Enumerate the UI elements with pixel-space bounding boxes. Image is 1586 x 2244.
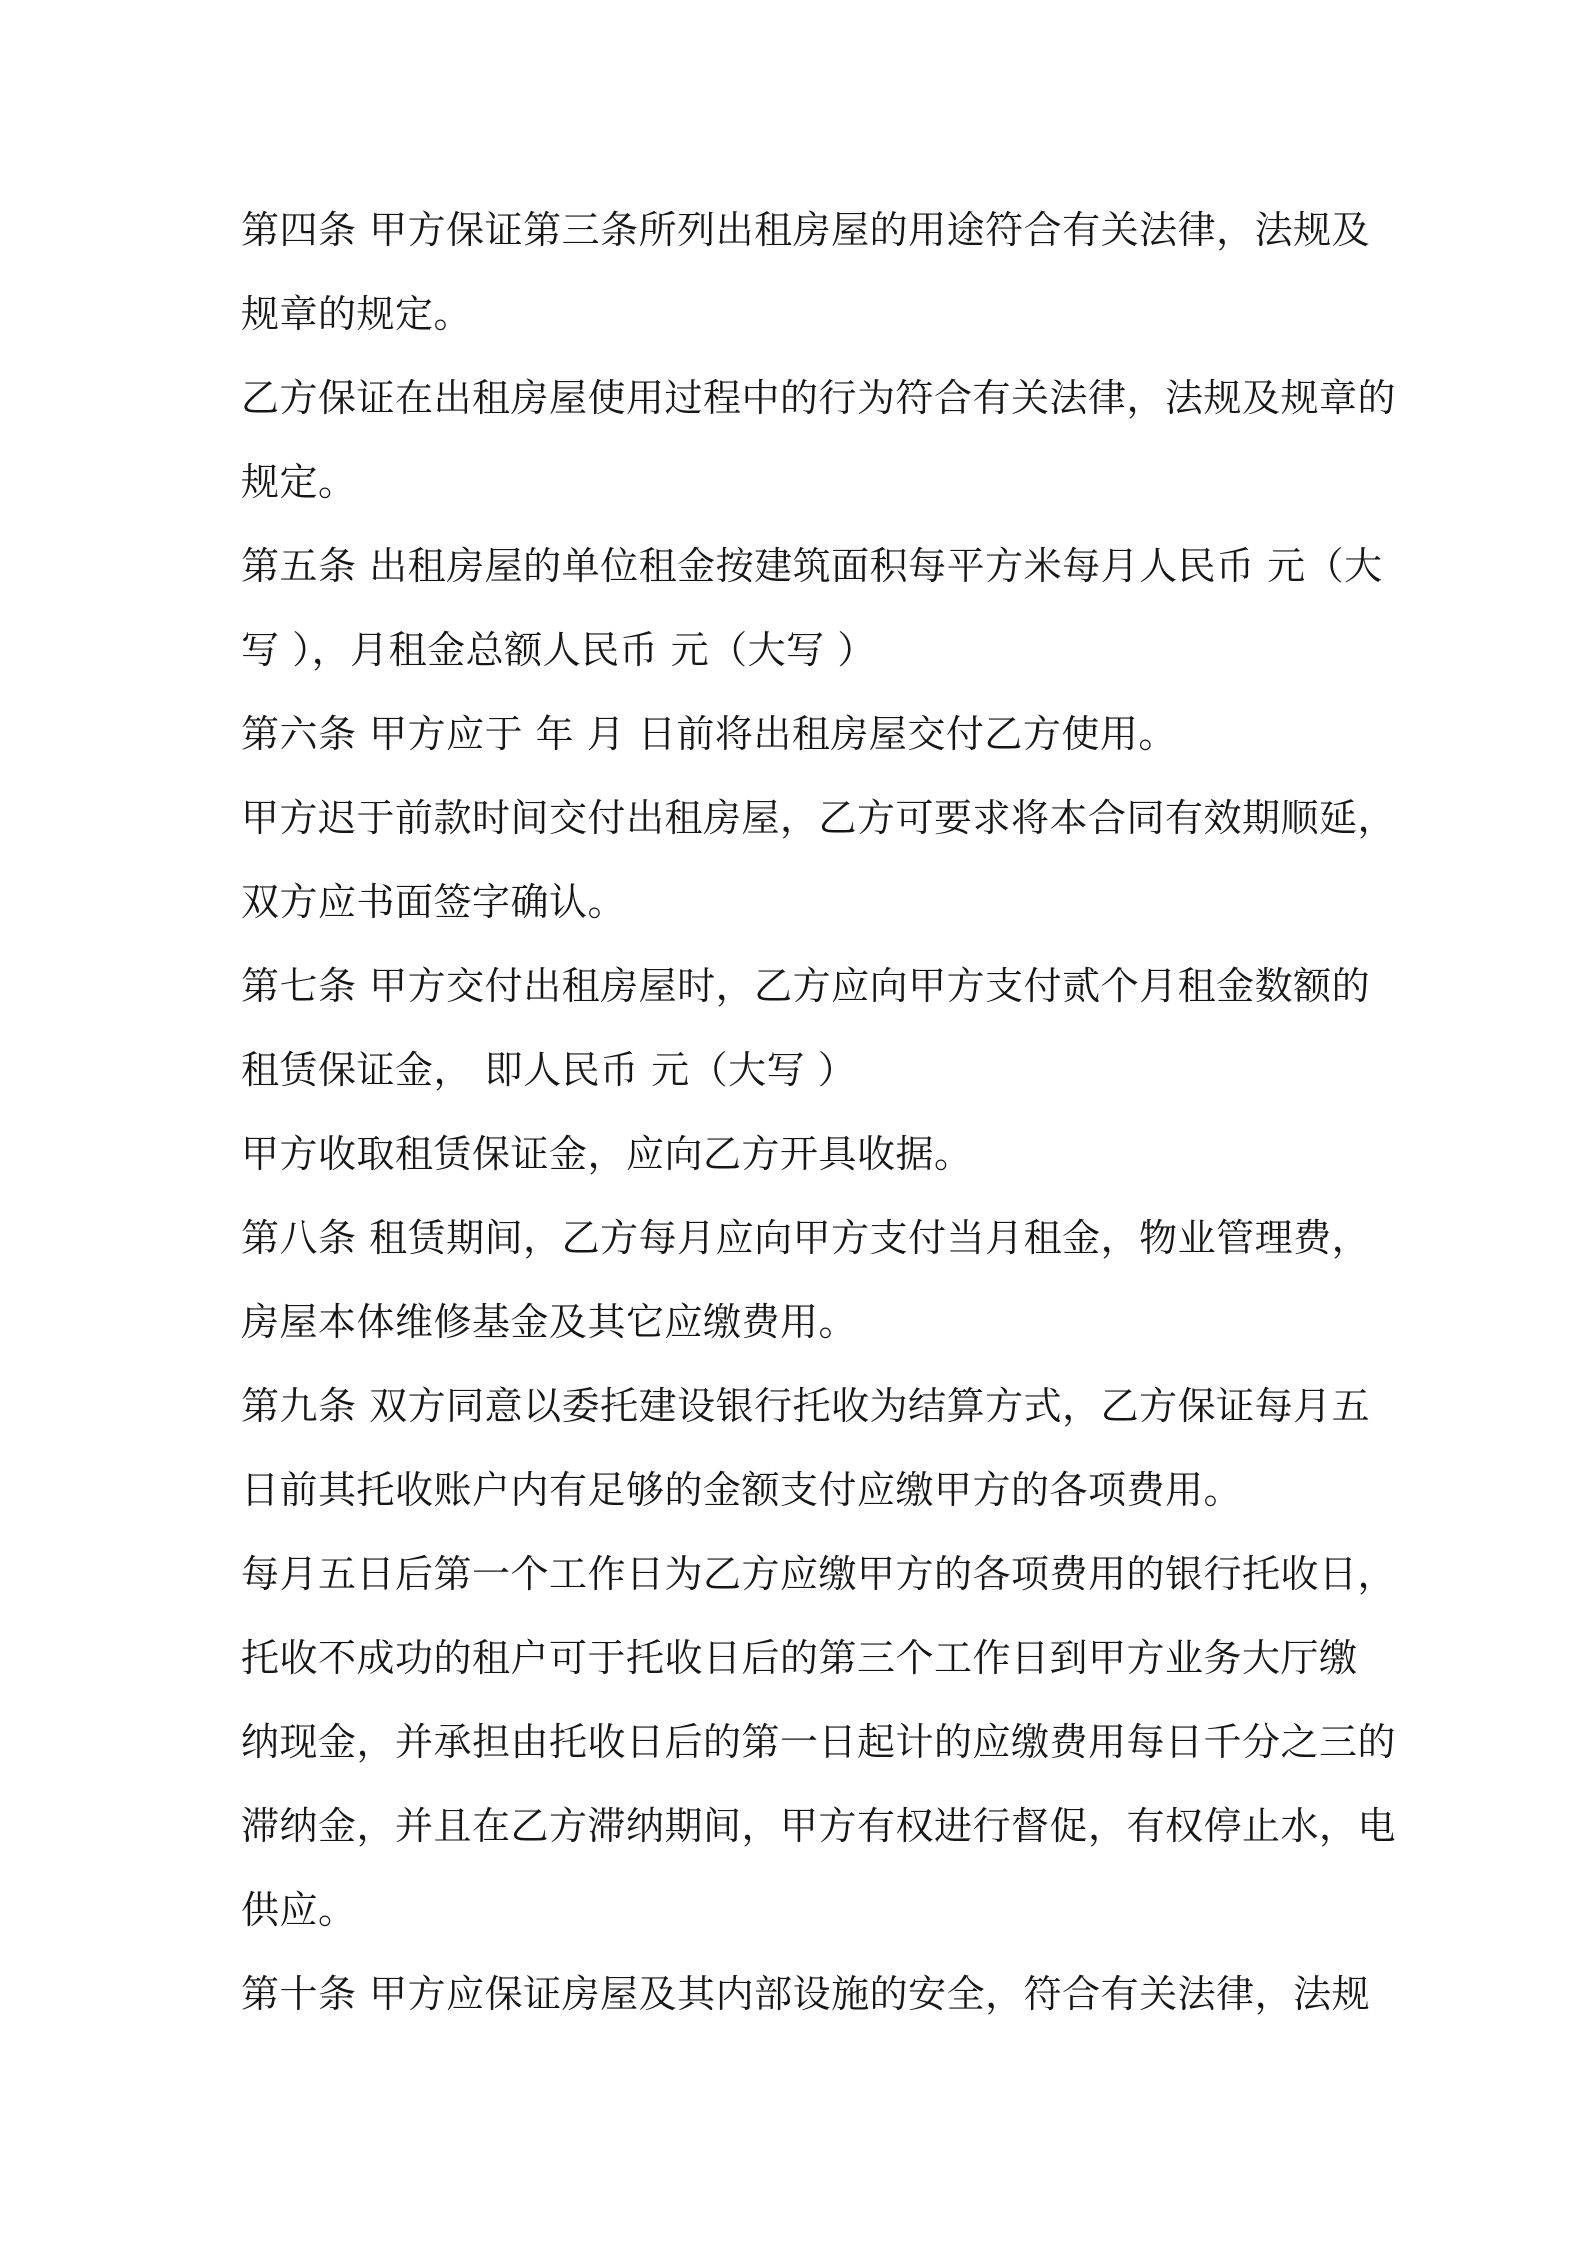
text-line: 滞纳金，并且在乙方滞纳期间，甲方有权进行督促，有权停止水，电 [241,1804,1397,1848]
text-line: 日前其托收账户内有足够的金额支付应缴甲方的各项费用。 [241,1468,1243,1512]
text-line: 第九条 双方同意以委托建设银行托收为结算方式，乙方保证每月五 [241,1384,1371,1428]
text-line: 第十条 甲方应保证房屋及其内部设施的安全，符合有关法律，法规 [241,1972,1371,2016]
text-line: 第六条 甲方应于 年 月 日前将出租房屋交付乙方使用。 [241,712,1177,756]
text-line: 每月五日后第一个工作日为乙方应缴甲方的各项费用的银行托收日， [241,1552,1397,1596]
text-line: 甲方收取租赁保证金，应向乙方开具收据。 [241,1132,973,1176]
text-line: 第八条 租赁期间，乙方每月应向甲方支付当月租金，物业管理费， [241,1216,1371,1260]
text-line: 第四条 甲方保证第三条所列出租房屋的用途符合有关法律，法规及 [241,208,1371,252]
text-line: 乙方保证在出租房屋使用过程中的行为符合有关法律，法规及规章的 [241,376,1397,420]
text-line: 写 ），月租金总额人民币 元（大写 ） [241,628,876,672]
text-line: 托收不成功的租户可于托收日后的第三个工作日到甲方业务大厅缴 [241,1636,1358,1680]
text-line: 甲方迟于前款时间交付出租房屋，乙方可要求将本合同有效期顺延， [241,796,1397,840]
text-line: 规定。 [241,460,357,504]
text-line: 房屋本体维修基金及其它应缴费用。 [241,1300,858,1344]
text-line: 租赁保证金， 即人民币 元（大写 ） [241,1048,857,1092]
text-line: 双方应书面签字确认。 [241,880,627,924]
text-line: 纳现金，并承担由托收日后的第一日起计的应缴费用每日千分之三的 [241,1720,1397,1764]
text-line: 供应。 [241,1888,357,1932]
text-line: 规章的规定。 [241,292,473,336]
text-line: 第七条 甲方交付出租房屋时，乙方应向甲方支付贰个月租金数额的 [241,964,1371,1008]
text-line: 第五条 出租房屋的单位租金按建筑面积每平方米每月人民币 元（大 [241,544,1383,588]
